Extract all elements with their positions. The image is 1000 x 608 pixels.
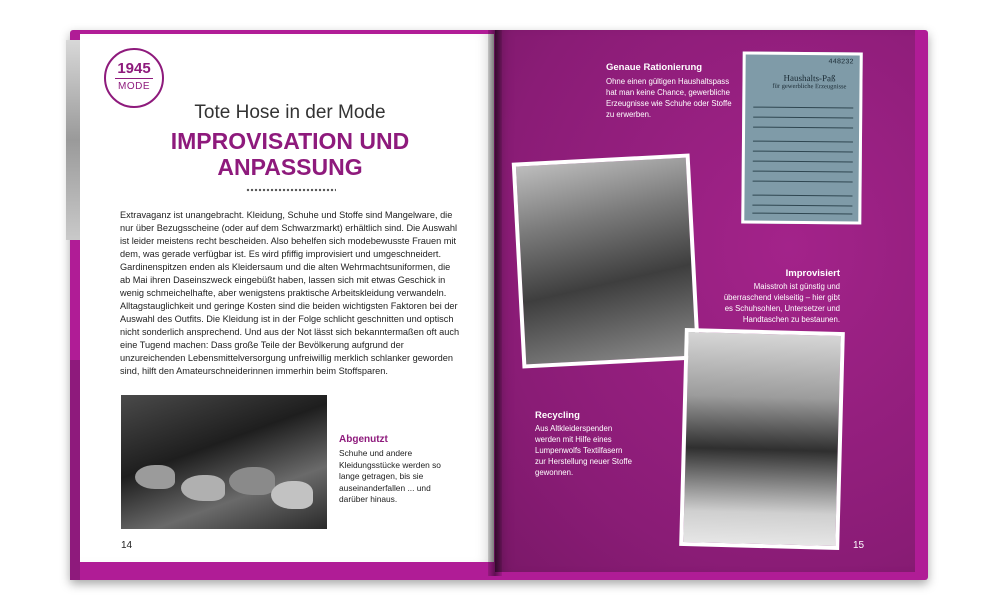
caption-abgenutzt-title: Abgenutzt xyxy=(339,434,388,445)
chapter-supertitle: Tote Hose in der Mode xyxy=(194,102,386,123)
caption-improvised-text: Maisstroh ist günstig und überraschend vielseitig – hier gibt es Schuhsohlen, Untersetzer und Handtaschen zu bestaunen. xyxy=(723,282,840,324)
caption-ration-title: Genaue Rationierung xyxy=(606,62,703,73)
textile-factory-photo xyxy=(512,153,701,368)
caption-recycling-title: Recycling xyxy=(535,410,580,421)
ration-card-photo xyxy=(741,51,862,224)
chapter-headline xyxy=(120,128,460,180)
left-page-colored-band xyxy=(70,360,80,580)
ration-card-heading: Haushalts-Paß xyxy=(783,72,836,84)
caption-abgenutzt-text: Schuhe und andere Kleidungsstücke werden so lange getragen, bis sie auseinanderfallen ... und darüber hinaus. xyxy=(339,448,441,504)
headline-line-2: ANPASSUNG xyxy=(217,154,363,180)
badge-year: 1945 xyxy=(117,60,151,77)
caption-recycling-text: Aus Altkleiderspenden werden mit Hilfe eines Lumpenwolfs Textilfasern zur Herstellung neuer Stoffe gewonnen. xyxy=(535,424,632,477)
straw-shoes-bags-photo xyxy=(679,328,845,550)
ration-card-number: 448232 xyxy=(828,58,854,67)
year-badge xyxy=(104,48,164,108)
worn-shoes-photo xyxy=(121,395,327,529)
caption-ration-text: Ohne einen gültigen Haushaltspass hat man keine Chance, gewerbliche Erzeugnisse wie Schuhe oder Stoffe zu erwerben. xyxy=(606,77,732,119)
page-number-right: 15 xyxy=(853,540,865,551)
dotted-divider xyxy=(246,188,336,192)
book-spine xyxy=(488,30,502,576)
headline-line-1: IMPROVISATION UND xyxy=(170,128,410,154)
page-number-left: 14 xyxy=(121,540,133,551)
ration-card-title xyxy=(763,73,855,91)
badge-divider xyxy=(115,78,153,79)
caption-improvised-title: Improvisiert xyxy=(785,268,840,279)
body-paragraph: Extravaganz ist unangebracht. Kleidung, Schuhe und Stoffe sind Mangelware, die nur über Bezugsscheine (oder auf dem Schwarzmarkt) erhältlich sind. Die Auswahl ist leider meistens recht bescheiden. Also behelfen sich modebewusste Frauen mit dem, was gerade verfügbar ist. Es wird pfiffig improvisiert und umgeschneidert. Gardinenspitzen enden als Kleidersaum und die alten Wehrmachtsuniformen, die ab Mai ihren Daseinszweck eingebüßt haben, lassen sich mit etwas Geschick in wenig schmeichelhafte, aber wenigstens praktische Arbeitskleidung verwandeln. Alltagstauglichkeit und geringe Kosten sind die beiden wichtigsten Faktoren bei der Auswahl des Outfits. Die Kleidung ist in der Folge schlicht geschnitten und optisch nicht sonderlich ansprechend. Und aus der Not lässt sich bekanntermaßen oft auch eine Tugend machen: Dass große Teile der Bevölkerung aufgrund der unzureichenden Lebensmittelversorgung unfreiwillig merklich schlanker geworden sind, hilft den Amateurschneiderinnen immerhin beim Stoffsparen. xyxy=(120,210,460,376)
ration-card-subtitle: für gewerbliche Erzeugnisse xyxy=(772,82,847,91)
badge-topic: MODE xyxy=(118,81,150,92)
